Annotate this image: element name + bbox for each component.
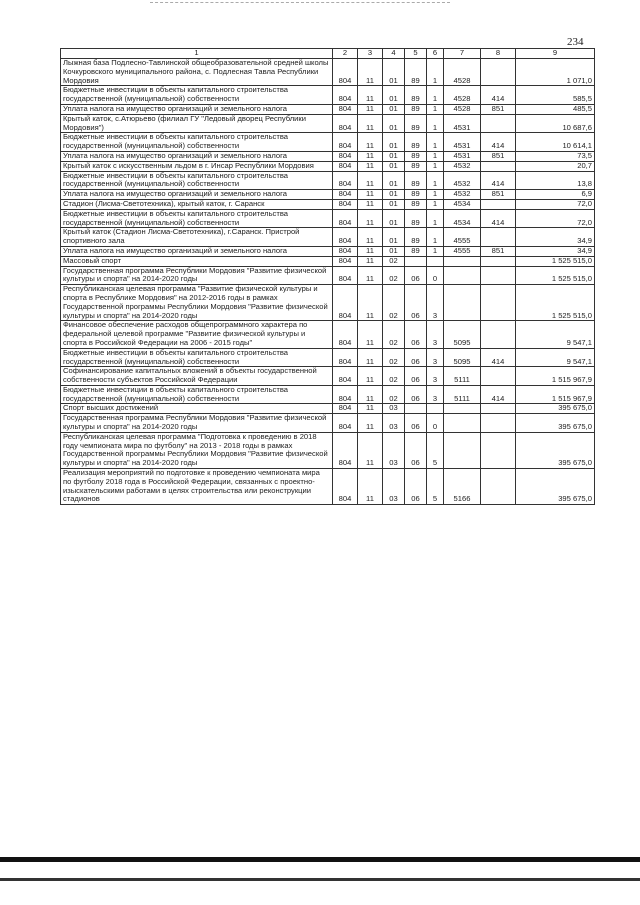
code-cell: 06 bbox=[405, 367, 427, 386]
code-cell: 4555 bbox=[444, 246, 481, 256]
code-cell: 89 bbox=[405, 228, 427, 247]
code-cell: 06 bbox=[405, 385, 427, 404]
table-row bbox=[61, 171, 595, 190]
table-row bbox=[61, 266, 595, 285]
code-cell: 01 bbox=[383, 104, 405, 114]
code-cell: 804 bbox=[333, 256, 358, 266]
row-name-cell: Крытый каток с искусственным льдом в г. Инсар Республики Мордовия bbox=[61, 161, 333, 171]
table-row bbox=[61, 404, 595, 414]
code-cell bbox=[481, 256, 516, 266]
code-cell bbox=[481, 266, 516, 285]
amount-cell: 9 547,1 bbox=[516, 348, 595, 367]
code-cell: 804 bbox=[333, 367, 358, 386]
column-header: 2 bbox=[333, 49, 358, 59]
code-cell: 1 bbox=[427, 199, 444, 209]
code-cell: 3 bbox=[427, 385, 444, 404]
row-name-cell: Спорт высших достижений bbox=[61, 404, 333, 414]
code-cell: 3 bbox=[427, 321, 444, 348]
code-cell: 89 bbox=[405, 209, 427, 228]
code-cell: 01 bbox=[383, 209, 405, 228]
row-name-cell: Уплата налога на имущество организаций и земельного налога bbox=[61, 246, 333, 256]
column-header: 1 bbox=[61, 49, 333, 59]
code-cell bbox=[444, 285, 481, 321]
code-cell: 804 bbox=[333, 469, 358, 505]
row-name-cell: Уплата налога на имущество организаций и земельного налога bbox=[61, 190, 333, 200]
code-cell: 89 bbox=[405, 114, 427, 133]
amount-cell: 395 675,0 bbox=[516, 432, 595, 468]
code-cell: 4534 bbox=[444, 199, 481, 209]
table-row bbox=[61, 86, 595, 105]
code-cell: 851 bbox=[481, 104, 516, 114]
code-cell bbox=[481, 367, 516, 386]
row-name-cell: Крытый каток (Стадион Лисма-Светотехника), г.Саранск. Пристрой спортивного зала bbox=[61, 228, 333, 247]
code-cell: 89 bbox=[405, 246, 427, 256]
code-cell: 3 bbox=[427, 285, 444, 321]
code-cell bbox=[444, 414, 481, 433]
table-body bbox=[61, 59, 595, 505]
code-cell: 02 bbox=[383, 285, 405, 321]
amount-cell: 1 515 967,9 bbox=[516, 385, 595, 404]
code-cell: 5 bbox=[427, 469, 444, 505]
code-cell: 1 bbox=[427, 133, 444, 152]
code-cell: 02 bbox=[383, 256, 405, 266]
code-cell: 02 bbox=[383, 321, 405, 348]
row-name-cell: Бюджетные инвестиции в объекты капитального строительства государственной (муниципальной) собственности bbox=[61, 133, 333, 152]
code-cell bbox=[405, 404, 427, 414]
row-name-cell: Бюджетные инвестиции в объекты капитального строительства государственной (муниципальной) собственности bbox=[61, 385, 333, 404]
row-name-cell: Лыжная база Подлесно-Тавлинской общеобразовательной средней школы Кочкуровского муниципального района, с. Подлесная Тавла Республики Мордовия bbox=[61, 59, 333, 86]
code-cell: 1 bbox=[427, 151, 444, 161]
row-name-cell: Бюджетные инвестиции в объекты капитального строительства государственной (муниципальной) собственности bbox=[61, 209, 333, 228]
code-cell: 414 bbox=[481, 385, 516, 404]
amount-cell: 72,0 bbox=[516, 199, 595, 209]
code-cell: 89 bbox=[405, 104, 427, 114]
code-cell: 11 bbox=[358, 59, 383, 86]
code-cell: 01 bbox=[383, 59, 405, 86]
code-cell: 4531 bbox=[444, 151, 481, 161]
bottom-scan-bar bbox=[0, 857, 640, 862]
column-header: 7 bbox=[444, 49, 481, 59]
code-cell: 804 bbox=[333, 385, 358, 404]
amount-cell: 10 687,6 bbox=[516, 114, 595, 133]
row-name-cell: Массовый спорт bbox=[61, 256, 333, 266]
code-cell: 1 bbox=[427, 161, 444, 171]
table-row bbox=[61, 385, 595, 404]
code-cell: 5095 bbox=[444, 321, 481, 348]
amount-cell: 6,9 bbox=[516, 190, 595, 200]
code-cell: 804 bbox=[333, 404, 358, 414]
table-row bbox=[61, 151, 595, 161]
page-number: 234 bbox=[567, 36, 584, 48]
code-cell bbox=[427, 404, 444, 414]
code-cell: 3 bbox=[427, 348, 444, 367]
row-name-cell: Республиканская целевая программа "Подготовка к проведению в 2018 году чемпионата мира по футболу" на 2013 - 2018 годы в рамках Государственной программы Республики Мордовия "Развитие физической культуры и спорта" на 2014-2020 годы bbox=[61, 432, 333, 468]
code-cell: 1 bbox=[427, 190, 444, 200]
code-cell bbox=[444, 432, 481, 468]
code-cell bbox=[444, 404, 481, 414]
table-row bbox=[61, 228, 595, 247]
amount-cell: 1 071,0 bbox=[516, 59, 595, 86]
code-cell: 89 bbox=[405, 161, 427, 171]
code-cell: 89 bbox=[405, 199, 427, 209]
amount-cell: 73,5 bbox=[516, 151, 595, 161]
code-cell: 11 bbox=[358, 348, 383, 367]
code-cell: 4555 bbox=[444, 228, 481, 247]
code-cell: 11 bbox=[358, 199, 383, 209]
table-row bbox=[61, 285, 595, 321]
code-cell bbox=[481, 161, 516, 171]
budget-table bbox=[60, 48, 595, 505]
amount-cell: 34,9 bbox=[516, 246, 595, 256]
code-cell: 11 bbox=[358, 171, 383, 190]
code-cell: 06 bbox=[405, 469, 427, 505]
code-cell: 01 bbox=[383, 190, 405, 200]
code-cell: 1 bbox=[427, 114, 444, 133]
code-cell: 0 bbox=[427, 266, 444, 285]
code-cell: 89 bbox=[405, 190, 427, 200]
amount-cell: 485,5 bbox=[516, 104, 595, 114]
code-cell bbox=[481, 114, 516, 133]
code-cell: 11 bbox=[358, 246, 383, 256]
code-cell: 851 bbox=[481, 151, 516, 161]
code-cell: 4532 bbox=[444, 190, 481, 200]
code-cell: 804 bbox=[333, 190, 358, 200]
code-cell bbox=[481, 414, 516, 433]
code-cell: 5095 bbox=[444, 348, 481, 367]
code-cell: 1 bbox=[427, 209, 444, 228]
code-cell bbox=[444, 256, 481, 266]
code-cell: 01 bbox=[383, 228, 405, 247]
code-cell: 1 bbox=[427, 228, 444, 247]
code-cell: 414 bbox=[481, 86, 516, 105]
amount-cell: 1 515 967,9 bbox=[516, 367, 595, 386]
code-cell: 851 bbox=[481, 246, 516, 256]
code-cell: 414 bbox=[481, 209, 516, 228]
amount-cell: 13,8 bbox=[516, 171, 595, 190]
column-header: 4 bbox=[383, 49, 405, 59]
row-name-cell: Финансовое обеспечение расходов общепрограммного характера по федеральной целевой программе "Развитие физической культуры и спорта в Российской Федерации на 2006 - 2015 годы" bbox=[61, 321, 333, 348]
bottom-scan-line bbox=[0, 878, 640, 881]
code-cell: 06 bbox=[405, 266, 427, 285]
table-row bbox=[61, 209, 595, 228]
code-cell: 804 bbox=[333, 209, 358, 228]
code-cell bbox=[427, 256, 444, 266]
code-cell: 804 bbox=[333, 321, 358, 348]
code-cell: 02 bbox=[383, 385, 405, 404]
code-cell bbox=[481, 228, 516, 247]
row-name-cell: Стадион (Лисма-Светотехника), крытый каток, г. Саранск bbox=[61, 199, 333, 209]
code-cell: 01 bbox=[383, 199, 405, 209]
code-cell: 03 bbox=[383, 469, 405, 505]
code-cell bbox=[481, 432, 516, 468]
table-row bbox=[61, 104, 595, 114]
code-cell: 1 bbox=[427, 246, 444, 256]
code-cell: 1 bbox=[427, 171, 444, 190]
table-row bbox=[61, 246, 595, 256]
code-cell bbox=[481, 59, 516, 86]
amount-cell: 34,9 bbox=[516, 228, 595, 247]
code-cell: 1 bbox=[427, 104, 444, 114]
table-row bbox=[61, 199, 595, 209]
code-cell: 4531 bbox=[444, 133, 481, 152]
row-name-cell: Республиканская целевая программа "Развитие физической культуры и спорта в Республике Мордовия" на 2012-2016 годы в рамках Государственной программы Республики Мордовия "Развитие физической культуры и спорта" на 2014-2020 годы bbox=[61, 285, 333, 321]
code-cell: 06 bbox=[405, 285, 427, 321]
row-name-cell: Софинансирование капитальных вложений в объекты государственной собственности субъектов Российской Федерации bbox=[61, 367, 333, 386]
column-header: 6 bbox=[427, 49, 444, 59]
code-cell: 804 bbox=[333, 114, 358, 133]
code-cell: 11 bbox=[358, 104, 383, 114]
code-cell: 89 bbox=[405, 86, 427, 105]
table-row bbox=[61, 256, 595, 266]
code-cell: 11 bbox=[358, 228, 383, 247]
row-name-cell: Государственная программа Республики Мордовия "Развитие физической культуры и спорта" на 2014-2020 годы bbox=[61, 414, 333, 433]
code-cell: 804 bbox=[333, 133, 358, 152]
code-cell: 804 bbox=[333, 199, 358, 209]
code-cell: 4528 bbox=[444, 86, 481, 105]
code-cell: 804 bbox=[333, 266, 358, 285]
code-cell bbox=[405, 256, 427, 266]
table-row bbox=[61, 469, 595, 505]
code-cell: 11 bbox=[358, 285, 383, 321]
code-cell: 89 bbox=[405, 133, 427, 152]
code-cell: 804 bbox=[333, 151, 358, 161]
amount-cell: 1 525 515,0 bbox=[516, 256, 595, 266]
row-name-cell: Бюджетные инвестиции в объекты капитального строительства государственной (муниципальной) собственности bbox=[61, 348, 333, 367]
code-cell: 06 bbox=[405, 414, 427, 433]
amount-cell: 9 547,1 bbox=[516, 321, 595, 348]
code-cell bbox=[481, 469, 516, 505]
code-cell: 11 bbox=[358, 86, 383, 105]
column-header: 8 bbox=[481, 49, 516, 59]
table-row bbox=[61, 321, 595, 348]
code-cell: 89 bbox=[405, 171, 427, 190]
column-header: 3 bbox=[358, 49, 383, 59]
table-row bbox=[61, 414, 595, 433]
code-cell: 5166 bbox=[444, 469, 481, 505]
amount-cell: 72,0 bbox=[516, 209, 595, 228]
code-cell: 03 bbox=[383, 404, 405, 414]
code-cell: 4534 bbox=[444, 209, 481, 228]
code-cell: 89 bbox=[405, 59, 427, 86]
code-cell: 804 bbox=[333, 414, 358, 433]
code-cell: 414 bbox=[481, 171, 516, 190]
code-cell: 06 bbox=[405, 321, 427, 348]
code-cell: 1 bbox=[427, 59, 444, 86]
code-cell: 02 bbox=[383, 367, 405, 386]
code-cell: 5 bbox=[427, 432, 444, 468]
code-cell: 1 bbox=[427, 86, 444, 105]
code-cell: 11 bbox=[358, 321, 383, 348]
code-cell: 11 bbox=[358, 367, 383, 386]
code-cell: 804 bbox=[333, 104, 358, 114]
code-cell: 01 bbox=[383, 171, 405, 190]
code-cell: 5111 bbox=[444, 367, 481, 386]
code-cell: 804 bbox=[333, 228, 358, 247]
row-name-cell: Бюджетные инвестиции в объекты капитального строительства государственной (муниципальной) собственности bbox=[61, 171, 333, 190]
amount-cell: 585,5 bbox=[516, 86, 595, 105]
table-row bbox=[61, 114, 595, 133]
amount-cell: 1 525 515,0 bbox=[516, 285, 595, 321]
code-cell: 414 bbox=[481, 133, 516, 152]
code-cell: 804 bbox=[333, 161, 358, 171]
column-header: 9 bbox=[516, 49, 595, 59]
amount-cell: 395 675,0 bbox=[516, 469, 595, 505]
amount-cell: 20,7 bbox=[516, 161, 595, 171]
column-header: 5 bbox=[405, 49, 427, 59]
row-name-cell: Уплата налога на имущество организаций и земельного налога bbox=[61, 151, 333, 161]
code-cell: 11 bbox=[358, 190, 383, 200]
code-cell: 11 bbox=[358, 385, 383, 404]
code-cell: 804 bbox=[333, 171, 358, 190]
row-name-cell: Государственная программа Республики Мордовия "Развитие физической культуры и спорта" на 2014-2020 годы bbox=[61, 266, 333, 285]
code-cell bbox=[481, 321, 516, 348]
row-name-cell: Реализация мероприятий по подготовке к проведению чемпионата мира по футболу 2018 года в Российской Федерации, связанных с проектно-изыскательскими работами в целях строительства или реконструкции стадионов bbox=[61, 469, 333, 505]
code-cell: 11 bbox=[358, 256, 383, 266]
table-row bbox=[61, 432, 595, 468]
code-cell: 11 bbox=[358, 414, 383, 433]
code-cell: 11 bbox=[358, 209, 383, 228]
amount-cell: 395 675,0 bbox=[516, 414, 595, 433]
code-cell: 11 bbox=[358, 133, 383, 152]
code-cell: 06 bbox=[405, 348, 427, 367]
code-cell: 89 bbox=[405, 151, 427, 161]
code-cell: 4531 bbox=[444, 114, 481, 133]
code-cell: 804 bbox=[333, 432, 358, 468]
code-cell: 804 bbox=[333, 86, 358, 105]
table-row bbox=[61, 348, 595, 367]
code-cell: 02 bbox=[383, 266, 405, 285]
row-name-cell: Уплата налога на имущество организаций и земельного налога bbox=[61, 104, 333, 114]
amount-cell: 1 525 515,0 bbox=[516, 266, 595, 285]
code-cell: 11 bbox=[358, 469, 383, 505]
table-row bbox=[61, 367, 595, 386]
code-cell: 4532 bbox=[444, 171, 481, 190]
code-cell: 0 bbox=[427, 414, 444, 433]
code-cell: 11 bbox=[358, 404, 383, 414]
code-cell bbox=[481, 199, 516, 209]
header-row bbox=[61, 49, 595, 59]
code-cell: 11 bbox=[358, 151, 383, 161]
code-cell: 4528 bbox=[444, 59, 481, 86]
table-row bbox=[61, 59, 595, 86]
code-cell: 414 bbox=[481, 348, 516, 367]
code-cell: 11 bbox=[358, 161, 383, 171]
code-cell: 4528 bbox=[444, 104, 481, 114]
code-cell: 3 bbox=[427, 367, 444, 386]
code-cell: 01 bbox=[383, 246, 405, 256]
code-cell: 11 bbox=[358, 114, 383, 133]
code-cell: 804 bbox=[333, 246, 358, 256]
amount-cell: 395 675,0 bbox=[516, 404, 595, 414]
code-cell: 4532 bbox=[444, 161, 481, 171]
code-cell: 5111 bbox=[444, 385, 481, 404]
code-cell: 02 bbox=[383, 348, 405, 367]
code-cell: 804 bbox=[333, 285, 358, 321]
code-cell: 01 bbox=[383, 161, 405, 171]
code-cell: 851 bbox=[481, 190, 516, 200]
code-cell bbox=[481, 285, 516, 321]
table-row bbox=[61, 133, 595, 152]
code-cell: 01 bbox=[383, 114, 405, 133]
amount-cell: 10 614,1 bbox=[516, 133, 595, 152]
row-name-cell: Крытый каток, с.Атюрьево (филиал ГУ "Ледовый дворец Республики Мордовия") bbox=[61, 114, 333, 133]
code-cell bbox=[481, 404, 516, 414]
code-cell: 11 bbox=[358, 432, 383, 468]
code-cell: 01 bbox=[383, 133, 405, 152]
code-cell: 03 bbox=[383, 414, 405, 433]
code-cell: 03 bbox=[383, 432, 405, 468]
code-cell: 804 bbox=[333, 59, 358, 86]
code-cell: 01 bbox=[383, 86, 405, 105]
code-cell bbox=[444, 266, 481, 285]
code-cell: 01 bbox=[383, 151, 405, 161]
code-cell: 06 bbox=[405, 432, 427, 468]
code-cell: 11 bbox=[358, 266, 383, 285]
scan-artifact-marks bbox=[150, 2, 450, 4]
code-cell: 804 bbox=[333, 348, 358, 367]
table-row bbox=[61, 161, 595, 171]
row-name-cell: Бюджетные инвестиции в объекты капитального строительства государственной (муниципальной) собственности bbox=[61, 86, 333, 105]
table-row bbox=[61, 190, 595, 200]
